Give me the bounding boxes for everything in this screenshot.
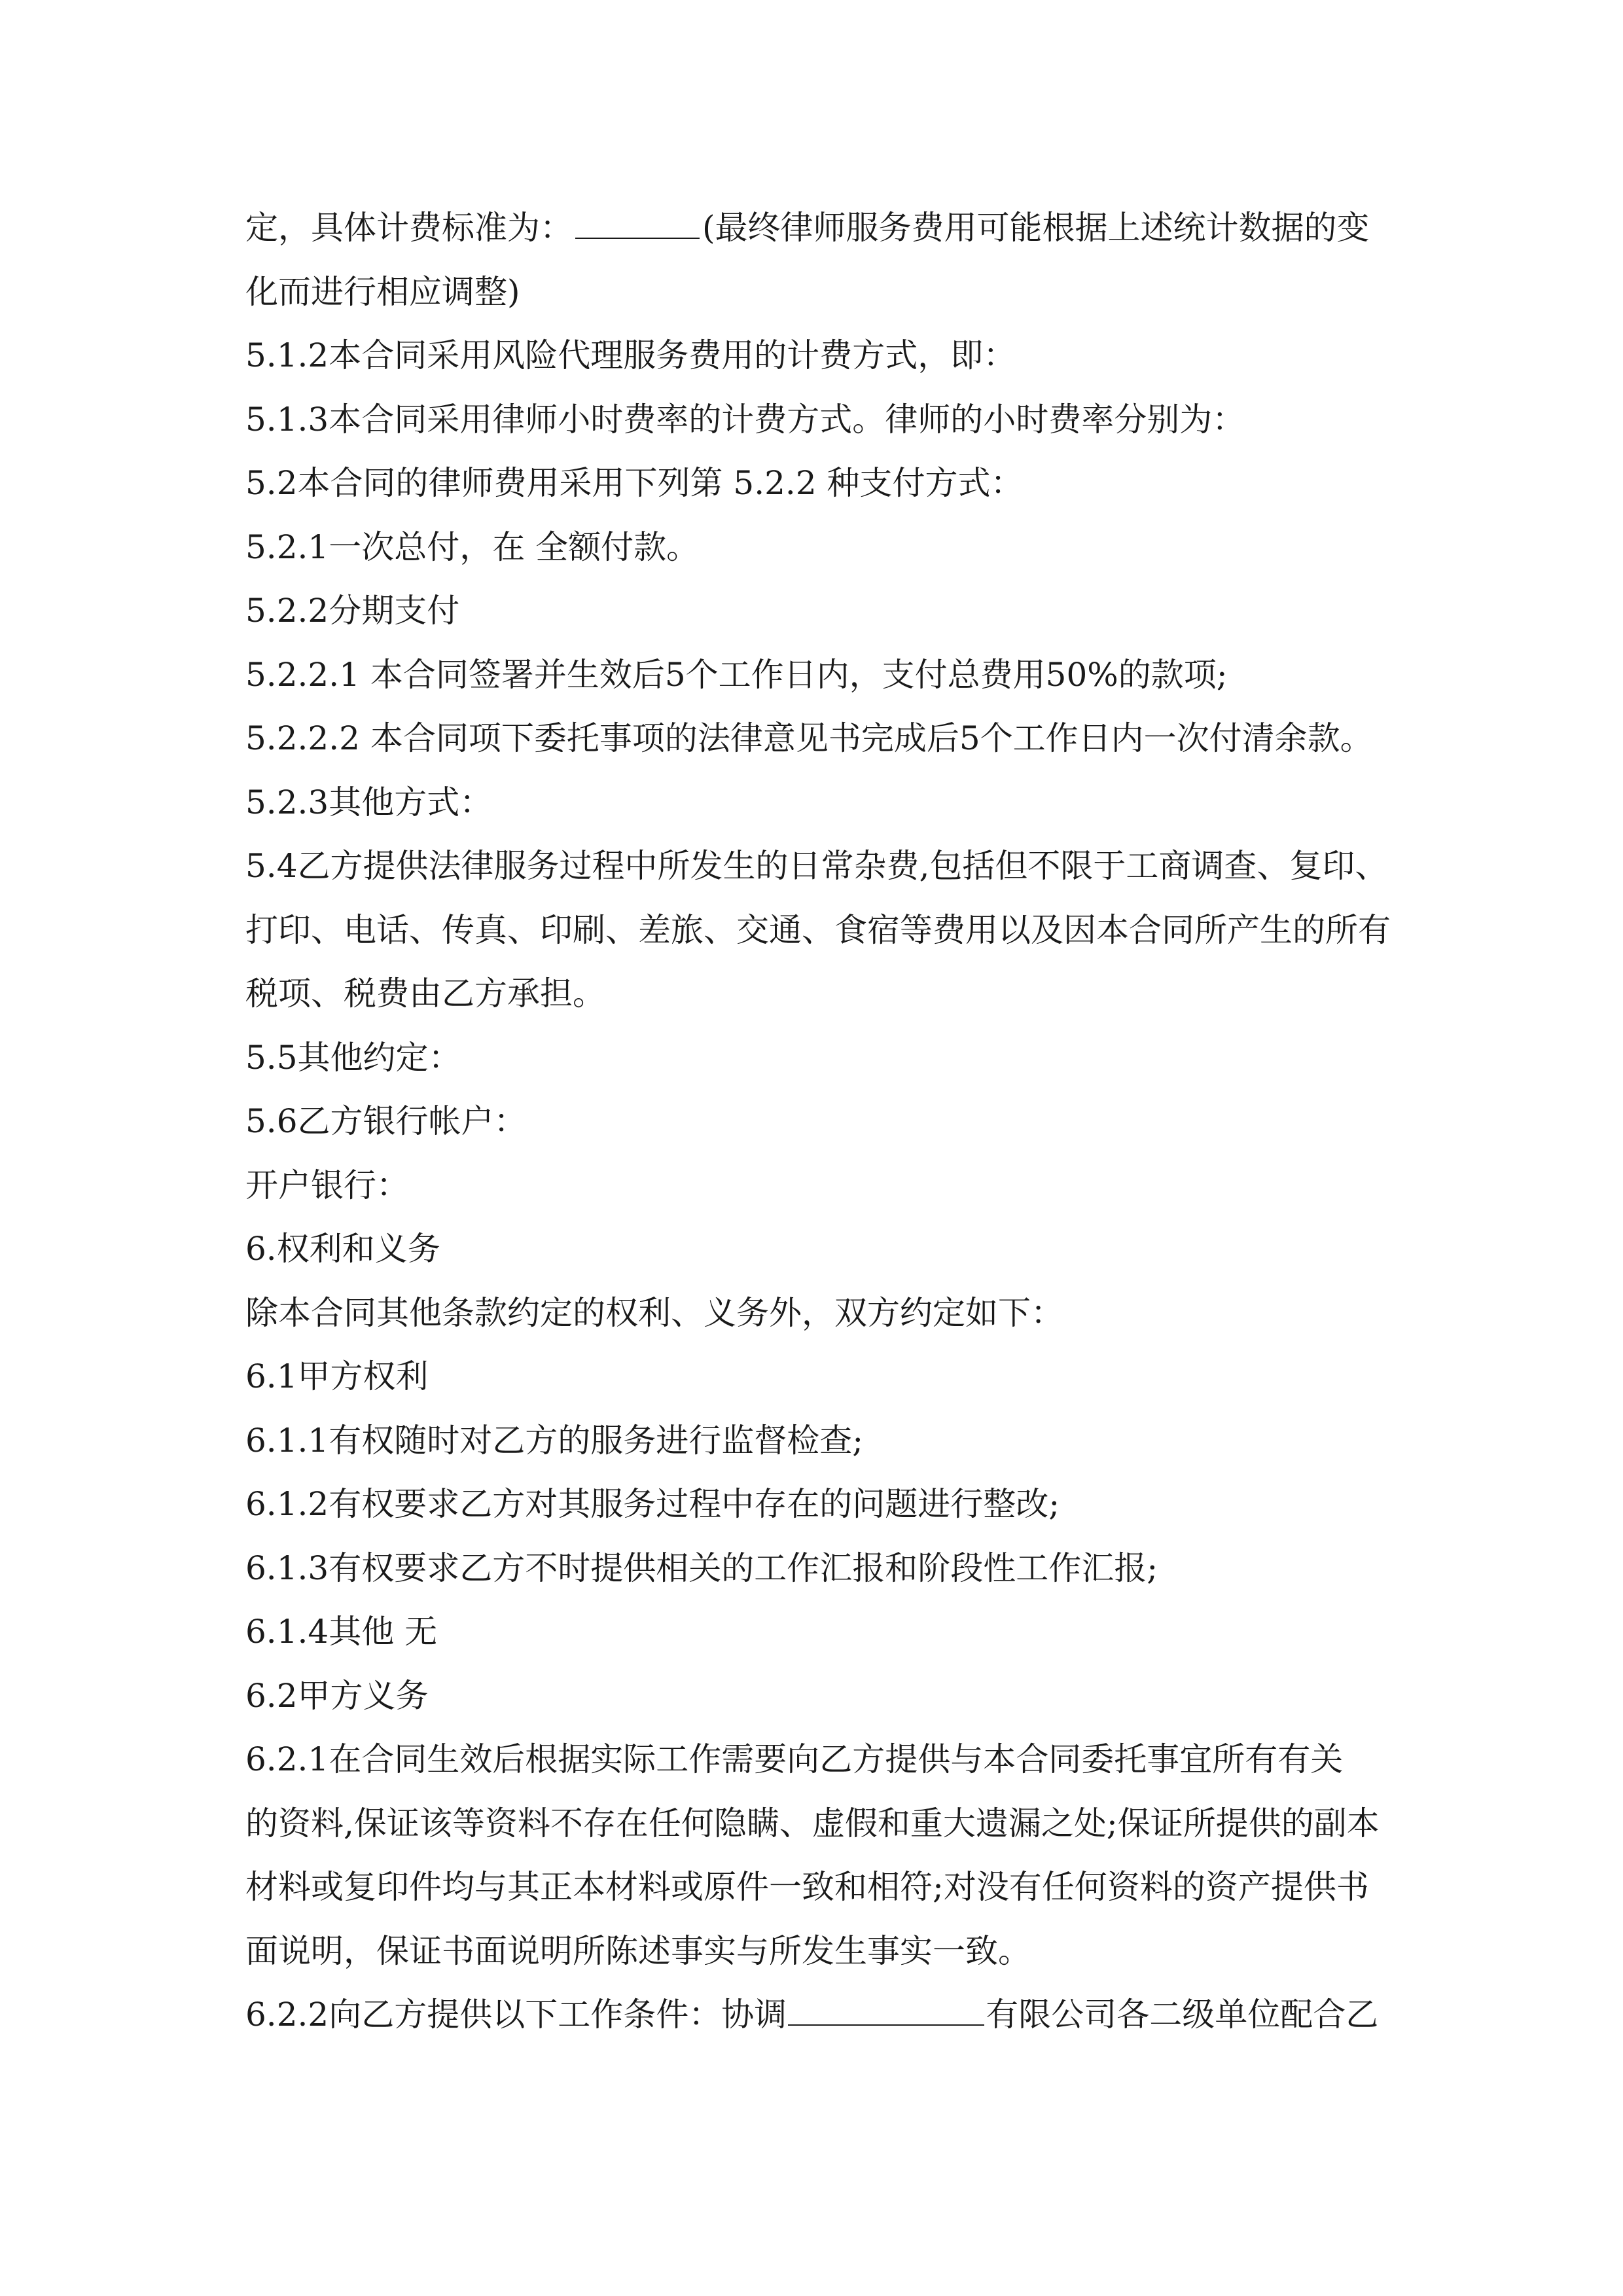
fill-in-blank[interactable] bbox=[788, 1994, 984, 2026]
section-6-heading: 6.权利和义务 bbox=[245, 1230, 440, 1268]
clause-6-2-2 bbox=[245, 1983, 1397, 2047]
text-line: 打印、电话、传真、印刷、差旅、交通、食宿等费用以及因本合同所产生的所有 bbox=[245, 910, 1391, 949]
line-text: 有限公司各二级单位配合乙 bbox=[986, 1996, 1379, 2034]
clause-5-1-2: 5.1.2本合同采用风险代理服务费用的计费方式，即： bbox=[245, 336, 1016, 374]
text-line: 面说明，保证书面说明所陈述事实与所发生事实一致。 bbox=[245, 1931, 1031, 1970]
line-text: 定，具体计费标准为： bbox=[245, 209, 573, 247]
clause-6-2-1: 6.2.1在合同生效后根据实际工作需要向乙方提供与本合同委托事宜所有有关 bbox=[245, 1740, 1344, 1778]
text-line: 的资料,保证该等资料不存在任何隐瞒、虚假和重大遗漏之处;保证所提供的副本 bbox=[245, 1804, 1380, 1842]
clause-5-2-2-2: 5.2.2.2 本合同项下委托事项的法律意见书完成后5个工作日内一次付清余款。 bbox=[245, 719, 1373, 757]
clause-5-2-2: 5.2.2分期支付 bbox=[245, 592, 460, 630]
clause-5-5: 5.5其他约定： bbox=[245, 1038, 461, 1077]
text-line: 化而进行相应调整) bbox=[245, 272, 520, 311]
fill-in-blank[interactable] bbox=[575, 207, 700, 239]
clause-6-2: 6.2甲方义务 bbox=[245, 1676, 429, 1715]
document-body bbox=[245, 196, 1397, 2047]
fee-standard-line bbox=[245, 196, 1397, 260]
bank-name-line: 开户银行： bbox=[245, 1166, 409, 1204]
clause-5-1-3: 5.1.3本合同采用律师小时费率的计费方式。律师的小时费率分别为： bbox=[245, 400, 1245, 439]
line-text: (最终律师服务费用可能根据上述统计数据的变 bbox=[702, 209, 1370, 247]
clause-5-2-2-1: 5.2.2.1 本合同签署并生效后5个工作日内，支付总费用50%的款项; bbox=[245, 655, 1228, 694]
text-line: 除本合同其他条款约定的权利、义务外，双方约定如下： bbox=[245, 1293, 1063, 1332]
clause-6-1-3: 6.1.3有权要求乙方不时提供相关的工作汇报和阶段性工作汇报; bbox=[245, 1549, 1158, 1587]
clause-6-1-2: 6.1.2有权要求乙方对其服务过程中存在的问题进行整改; bbox=[245, 1485, 1060, 1523]
clause-5-6: 5.6乙方银行帐户： bbox=[245, 1102, 527, 1140]
clause-5-4: 5.4乙方提供法律服务过程中所发生的日常杂费,包括但不限于工商调查、复印、 bbox=[245, 847, 1388, 885]
text-line: 税项、税费由乙方承担。 bbox=[245, 975, 605, 1013]
text-line: 材料或复印件均与其正本材料或原件一致和相符;对没有任何资料的资产提供书 bbox=[245, 1868, 1369, 1906]
clause-6-1-1: 6.1.1有权随时对乙方的服务进行监督检查; bbox=[245, 1421, 864, 1460]
line-text: 6.2.2向乙方提供以下工作条件：协调 bbox=[245, 1996, 787, 2034]
clause-5-2-3: 5.2.3其他方式： bbox=[245, 783, 493, 821]
clause-5-2: 5.2本合同的律师费用采用下列第 5.2.2 种支付方式： bbox=[245, 464, 1024, 502]
clause-6-1-4: 6.1.4其他 无 bbox=[245, 1613, 438, 1651]
clause-5-2-1: 5.2.1一次总付，在 全额付款。 bbox=[245, 528, 700, 566]
clause-6-1: 6.1甲方权利 bbox=[245, 1357, 429, 1395]
